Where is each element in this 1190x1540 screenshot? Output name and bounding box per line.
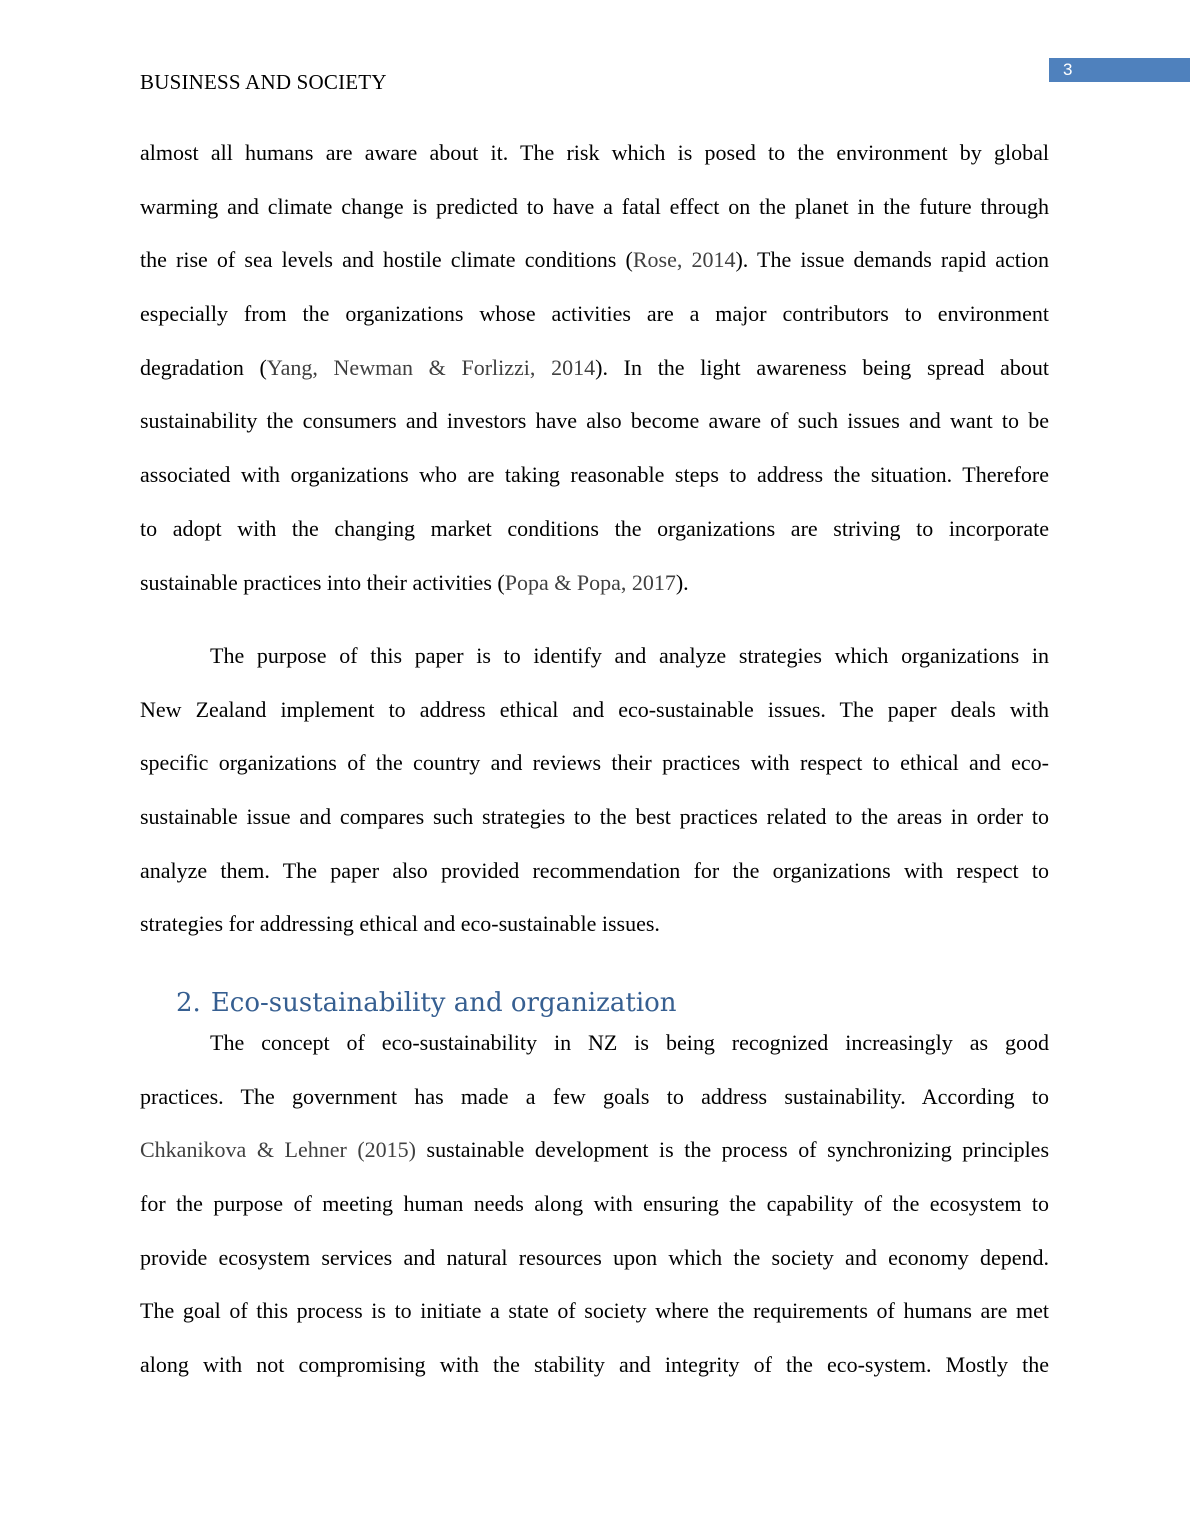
text-segment: to adopt with the changing market conditions the organizations are striving to incorporate (140, 515, 1049, 541)
citation: Popa & Popa, 2017 (504, 569, 676, 595)
text-segment: ). (675, 569, 689, 595)
text-segment: sustainability the consumers and investors have also become aware of such issues and want to be (140, 408, 1049, 434)
text-segment: sustainable development is the process of synchronizing principles (416, 1137, 1050, 1163)
text-line (140, 448, 1049, 502)
text-segment: ). The issue demands rapid action (735, 247, 1049, 273)
text-line (140, 233, 1049, 287)
text-segment: The purpose of this paper is to identify and analyze strategies which organizations in (210, 643, 1049, 668)
text-segment: warming and climate change is predicted to have a fatal effect on the planet in the future through (140, 193, 1049, 219)
text-segment: the rise of sea levels and hostile climate conditions ( (140, 247, 633, 273)
text-line (140, 1070, 1049, 1124)
text-line (140, 1123, 1049, 1177)
text-segment: along with not compromising with the stability and integrity of the eco-system. Mostly the (140, 1352, 1049, 1378)
text-segment: New Zealand implement to address ethical and eco-sustainable issues. The paper deals with (140, 696, 1049, 722)
text-segment: almost all humans are aware about it. The risk which is posed to the environment by global (140, 140, 1049, 165)
text-line (140, 1177, 1049, 1231)
text-line (140, 502, 1049, 556)
text-segment: The goal of this process is to initiate a state of society where the requirements of humans are met (140, 1298, 1049, 1324)
text-segment: sustainable practices into their activities ( (140, 569, 505, 595)
text-line (140, 1016, 1049, 1070)
text-segment: especially from the organizations whose activities are a major contributors to environment (140, 301, 1049, 327)
section-number: 2. (176, 988, 201, 1018)
text-line (140, 1338, 1049, 1392)
text-segment: The concept of eco-sustainability in NZ is being recognized increasingly as good (210, 1030, 1049, 1055)
text-segment: for the purpose of meeting human needs along with ensuring the capability of the ecosystem to (140, 1191, 1049, 1217)
text-line (140, 341, 1049, 395)
text-line (140, 844, 1049, 898)
citation: Chkanikova & Lehner (2015) (140, 1137, 417, 1163)
text-line (140, 790, 1049, 844)
page-number-badge (1049, 58, 1190, 82)
section-title: Eco-sustainability and organization (210, 988, 677, 1018)
page-number: 3 (1063, 60, 1073, 79)
section-heading (176, 988, 677, 1018)
text-line (140, 736, 1049, 790)
text-line (140, 394, 1049, 448)
paragraph-1 (140, 126, 1049, 609)
text-line (140, 556, 1049, 610)
paragraph-2 (140, 629, 1049, 951)
text-segment: strategies for addressing ethical and eco-sustainable issues. (140, 911, 660, 937)
text-segment: specific organizations of the country and reviews their practices with respect to ethical and eco- (140, 750, 1049, 776)
text-line (140, 287, 1049, 341)
text-line (140, 1284, 1049, 1338)
text-line (140, 683, 1049, 737)
citation: Rose, 2014 (632, 247, 736, 273)
text-segment: associated with organizations who are taking reasonable steps to address the situation. Therefore (140, 462, 1049, 488)
text-line (140, 897, 1049, 951)
text-segment: analyze them. The paper also provided recommendation for the organizations with respect to (140, 857, 1049, 883)
text-segment: sustainable issue and compares such strategies to the best practices related to the areas in order to (140, 804, 1049, 830)
text-segment: ). In the light awareness being spread about (595, 354, 1049, 380)
text-segment: degradation ( (140, 354, 267, 380)
running-head: BUSINESS AND SOCIETY (140, 70, 387, 94)
text-segment: practices. The government has made a few goals to address sustainability. According to (140, 1083, 1049, 1109)
text-line (140, 629, 1049, 683)
paragraph-3 (140, 1016, 1049, 1392)
text-line (140, 1231, 1049, 1285)
text-segment: provide ecosystem services and natural resources upon which the society and economy depend. (140, 1244, 1049, 1270)
text-line (140, 126, 1049, 180)
citation: Yang, Newman & Forlizzi, 2014 (266, 354, 596, 380)
text-line (140, 180, 1049, 234)
